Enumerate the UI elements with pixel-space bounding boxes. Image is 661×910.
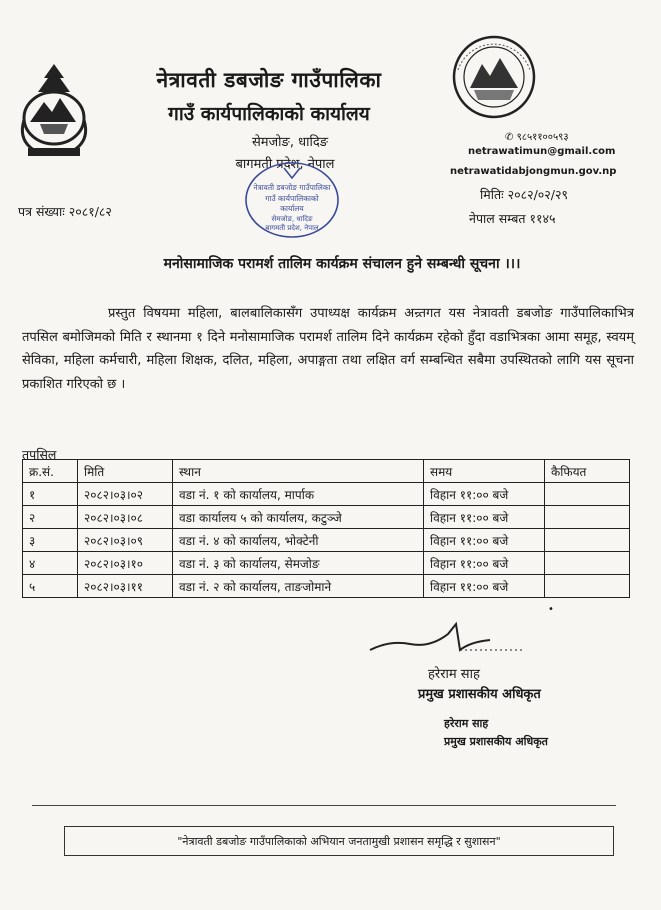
schedule-table — [22, 459, 630, 598]
cell-remarks — [545, 506, 630, 529]
header-date: मिति — [78, 460, 173, 483]
cell-serial: १ — [23, 483, 78, 506]
cell-time: विहान ११:०० बजे — [424, 575, 545, 598]
office-title: गाउँ कार्यपालिकाको कार्यालय — [168, 103, 370, 125]
header-remarks: कैफियत — [545, 460, 630, 483]
reference-number: पत्र संख्याः २०८१/८२ — [18, 204, 112, 219]
cell-date: २०८२।०३।१० — [78, 552, 173, 575]
stamp-line-4: सेमजोङ, धादिङ — [271, 215, 313, 223]
notice-body: प्रस्तुत विषयमा महिला, बालबालिकासँग उपाध्यक्ष कार्यक्रम अन्र्तगत यस नेत्रावती डबजोङ गाउँपालिकाभित्र तपसिल बमोजिमको मिति र स्थानमा १ दिने मनोसामाजिक परामर्श तालिम दिने कार्यक्रम रहेको हुँदा वडाभित्रका आमा समूह, स्वयम् सेविका, महिला कर्मचारी, महिला शिक्षक, दलित, महिला, अपाङ्गता तथा लक्षित वर्ग सम्बन्धित सबैमा उपस्थितको लागि यस सूचना प्रकाशित गरिएको छ । — [22, 306, 634, 392]
municipality-logo-icon — [448, 34, 540, 120]
cell-serial: २ — [23, 506, 78, 529]
cell-remarks — [545, 529, 630, 552]
stamp-line-3: कार्यालय — [280, 204, 304, 213]
phone-number: ✆ ९८५११००५९३ — [505, 132, 569, 143]
cell-time: विहान ११:०० बजे — [424, 529, 545, 552]
cell-date: २०८२।०३।०२ — [78, 483, 173, 506]
municipality-title: नेत्रावती डबजोङ गाउँपालिका — [156, 68, 382, 92]
cell-date: २०८२।०३।०८ — [78, 506, 173, 529]
website-address: netrawatidabjongmun.gov.np — [450, 166, 617, 177]
cell-time: विहान ११:०० बजे — [424, 552, 545, 575]
schedule-caption: तपसिल — [22, 447, 57, 462]
signatory-name: हरेराम साह — [428, 667, 480, 682]
header-serial: क्र.सं. — [23, 460, 78, 483]
email-address: netrawatimun@gmail.com — [468, 146, 616, 157]
header-time: समय — [424, 460, 545, 483]
margin-mark: • — [548, 604, 554, 615]
cell-date: २०८२।०३।११ — [78, 575, 173, 598]
cell-serial: ३ — [23, 529, 78, 552]
cell-serial: ४ — [23, 552, 78, 575]
table-row — [23, 529, 630, 552]
stamp-line-1: नेत्रावती डबजोङ गाउँपालिका — [253, 183, 331, 192]
stamp-line-2: गाउँ कार्यपालिकाको — [265, 194, 319, 203]
cell-place: वडा नं. ३ को कार्यालय, सेमजोङ — [173, 552, 424, 575]
cell-place: वडा नं. १ को कार्यालय, मार्पाक — [173, 483, 424, 506]
cell-remarks — [545, 552, 630, 575]
cell-remarks — [545, 483, 630, 506]
handwritten-signature — [360, 620, 530, 660]
footer-slogan: "नेत्रावती डबजोङ गाउँपालिकाको अभियान जनतामुखी प्रशासन समृद्धि र सुशासन" — [177, 835, 501, 848]
table-row — [23, 552, 630, 575]
address-line-2: बागमती प्रदेश, नेपाल — [235, 157, 335, 172]
table-header-row — [23, 460, 630, 483]
date: मितिः २०८२/०२/२९ — [480, 187, 568, 202]
cell-place: वडा कार्यालय ५ को कार्यालय, कटुञ्जे — [173, 506, 424, 529]
nepal-sambat-year: नेपाल सम्बत ११४५ — [469, 211, 556, 226]
cell-remarks — [545, 575, 630, 598]
footer-divider — [32, 805, 616, 806]
cell-place: वडा नं. २ को कार्यालय, ताङजोमाने — [173, 575, 424, 598]
cell-date: २०८२।०३।०९ — [78, 529, 173, 552]
name-stamp: हरेराम साह — [444, 717, 489, 730]
table-row — [23, 575, 630, 598]
title-stamp: प्रमुख प्रशासकीय अधिकृत — [444, 735, 548, 748]
cell-time: विहान ११:०० बजे — [424, 506, 545, 529]
signatory-title: प्रमुख प्रशासकीय अधिकृत — [418, 687, 541, 702]
table-row — [23, 506, 630, 529]
header-place: स्थान — [173, 460, 424, 483]
notice-subject: मनोसामाजिक परामर्श तालिम कार्यक्रम संचालन हुने सम्बन्धी सूचना ।।। — [163, 256, 521, 272]
table-row — [23, 483, 630, 506]
cell-place: वडा नं. ४ को कार्यालय, भोक्टेनी — [173, 529, 424, 552]
nepal-emblem-icon — [14, 60, 94, 160]
office-stamp — [244, 160, 340, 240]
stamp-line-5: बागमती प्रदेश, नेपाल — [265, 224, 319, 232]
cell-time: विहान ११:०० बजे — [424, 483, 545, 506]
cell-serial: ५ — [23, 575, 78, 598]
address-line-1: सेमजोङ, धादिङ — [251, 135, 329, 150]
